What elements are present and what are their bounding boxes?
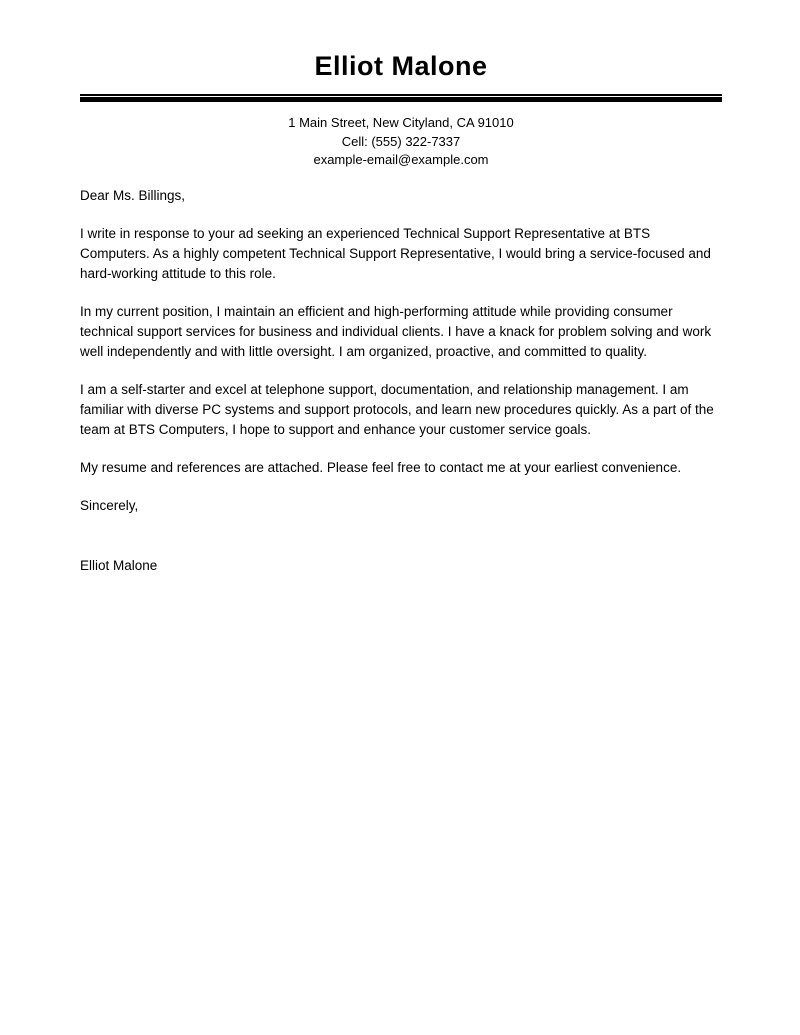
header-divider-rule xyxy=(80,94,722,102)
contact-email: example-email@example.com xyxy=(313,152,489,167)
paragraph-resume-attached: My resume and references are attached. Please feel free to contact me at your earliest convenience. xyxy=(80,459,682,475)
paragraph-skills: I am a self-starter and excel at telephone support, documentation, and relationship management. I am familiar with diverse PC systems and support protocols, and learn new procedures quickly. As a part of the team at BTS Computers, I hope to support and enhance your customer service goals. xyxy=(80,381,714,437)
closing-salutation: Sincerely, xyxy=(80,497,139,513)
paragraph-intro: I write in response to your ad seeking an experienced Technical Support Representative at BTS Computers. As a highly competent Technical Support Representative, I would bring a service-focused and hard-working attitude to this role. xyxy=(80,225,711,281)
contact-phone: Cell: (555) 322-7337 xyxy=(341,133,461,149)
contact-block xyxy=(80,114,722,170)
letter-author-name-title: Elliot Malone xyxy=(314,51,488,81)
letter-body xyxy=(80,186,722,576)
contact-address: 1 Main Street, New Cityland, CA 91010 xyxy=(288,115,514,130)
paragraph-current-position: In my current position, I maintain an efficient and high-performing attitude while providing consumer technical support services for business and individual clients. I have a knack for problem solving and work well independently and with little oversight. I am organized, proactive, and committed to quality. xyxy=(80,303,712,359)
signature-name: Elliot Malone xyxy=(80,557,158,573)
salutation: Dear Ms. Billings, xyxy=(80,187,186,203)
